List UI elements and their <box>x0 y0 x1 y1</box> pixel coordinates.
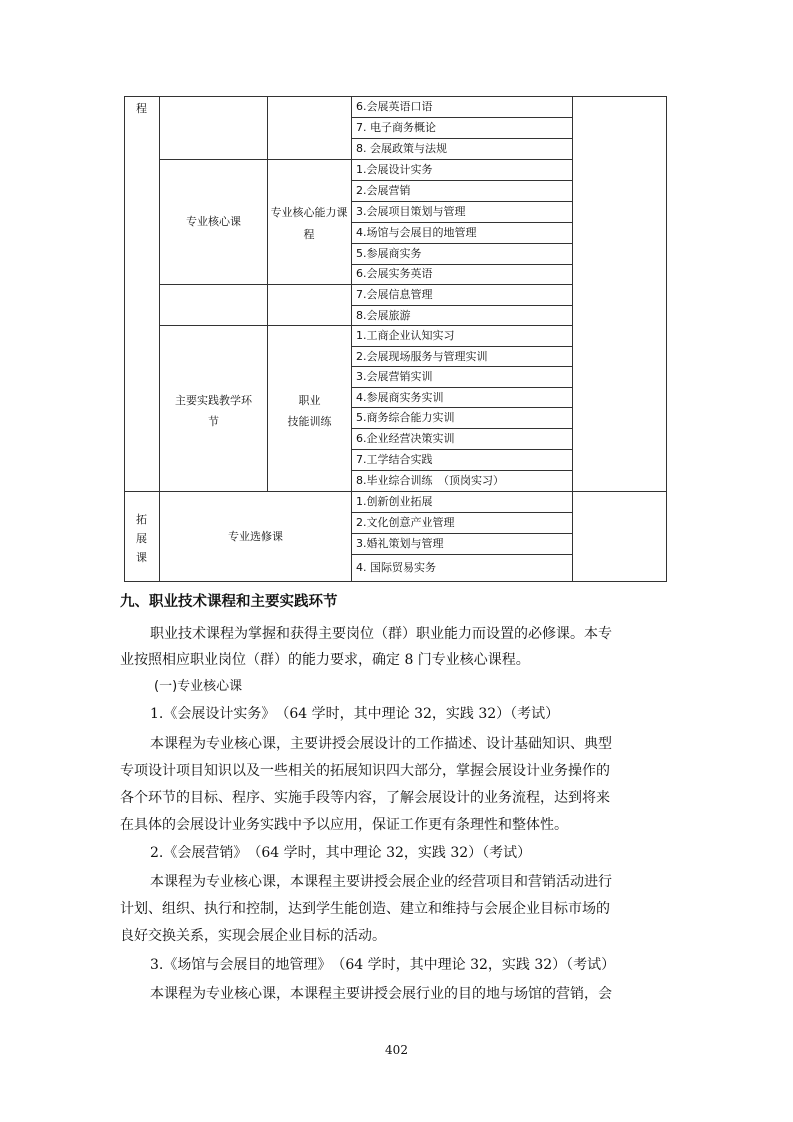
table-border-right <box>666 96 667 582</box>
page-number: 402 <box>385 1043 408 1057</box>
sub-heading: (一)专业核心课 <box>154 679 243 694</box>
course-item: 2.文化创意产业管理 <box>356 516 455 529</box>
course-item: 5.商务综合能力实训 <box>356 411 455 424</box>
row-line <box>351 512 573 513</box>
course-type-ext-char: 展 <box>136 532 147 545</box>
course-item: 8.会展旅游 <box>356 309 411 322</box>
row-line <box>351 387 573 388</box>
row-line <box>351 243 573 244</box>
group-line <box>159 325 573 326</box>
course-desc-line: 本课程为专业核心课，本课程主要讲授会展行业的目的地与场馆的营销，会 <box>150 986 612 1002</box>
core-sub-label-line: 程 <box>303 228 315 241</box>
course-item: 7. 电子商务概论 <box>356 121 436 134</box>
course-item: 3.会展项目策划与管理 <box>356 205 466 218</box>
course-item: 1.会展设计实务 <box>356 163 433 176</box>
curriculum-table <box>124 96 667 582</box>
table-border-top <box>124 96 667 97</box>
row-line <box>351 180 573 181</box>
course-item: 4.场馆与会展目的地管理 <box>356 226 477 239</box>
course-desc-line: 专项设计项目知识以及一些相关的拓展知识四大部分，掌握会展设计业务操作的 <box>120 763 610 779</box>
course-item: 8.毕业综合训练 （顶岗实习） <box>356 474 504 487</box>
course-item: 6.会展实务英语 <box>356 267 433 280</box>
col-divider-3 <box>351 96 352 582</box>
row-line <box>351 449 573 450</box>
course-item: 4. 国际贸易实务 <box>356 561 436 574</box>
intro-line: 业按照相应职业岗位（群）的能力要求，确定 8 门专业核心课程。 <box>120 652 530 668</box>
row-line <box>351 222 573 223</box>
course-desc-line: 各个环节的目标、程序、实施手段等内容，了解会展设计的业务流程，达到将来 <box>120 790 610 806</box>
table-border-left <box>124 96 125 582</box>
course-item: 5.参展商实务 <box>356 247 422 260</box>
row-line <box>351 117 573 118</box>
course-item: 2.会展现场服务与管理实训 <box>356 350 488 363</box>
section-line <box>124 491 667 492</box>
course-item: 2.会展营销 <box>356 184 411 197</box>
course-type-cont-label: 程 <box>136 102 147 115</box>
row-line <box>351 346 573 347</box>
row-line <box>351 264 573 265</box>
course-item: 6.企业经营决策实训 <box>356 432 455 445</box>
practice-sub-label-line: 职业 <box>298 394 321 407</box>
row-line <box>351 366 573 367</box>
course-title: 2.《会展营销》 （64 学时，其中理论 32，实践 32）（考试） <box>150 845 532 861</box>
table-border-bottom <box>124 581 667 582</box>
row-line <box>351 554 573 555</box>
course-type-ext-char: 课 <box>136 551 147 564</box>
core-sub-label-line: 专业核心能力课 <box>270 206 348 219</box>
course-item: 1.工商企业认知实习 <box>356 329 455 342</box>
course-item: 4.参展商实务实训 <box>356 391 444 404</box>
course-desc-line: 良好交换关系，实现会展企业目标的活动。 <box>120 928 386 944</box>
course-desc-line: 本课程为专业核心课，本课程主要讲授会展企业的经营项目和营销活动进行 <box>150 874 612 890</box>
course-title: 1.《会展设计实务》 （64 学时，其中理论 32，实践 32）（考试） <box>150 706 560 722</box>
row-line <box>351 138 573 139</box>
course-item: 3.会展营销实训 <box>356 370 433 383</box>
course-item: 1.创新创业拓展 <box>356 495 433 508</box>
elective-course-label: 专业选修课 <box>228 530 283 543</box>
row-line <box>351 470 573 471</box>
row-line <box>351 305 573 306</box>
row-line <box>351 201 573 202</box>
course-desc-line: 计划、组织、执行和控制，达到学生能创造、建立和维持与会展企业目标市场的 <box>120 901 610 917</box>
course-item: 3.婚礼策划与管理 <box>356 537 444 550</box>
row-line <box>351 533 573 534</box>
section-heading: 九、职业技术课程和主要实践环节 <box>120 594 338 610</box>
group-line <box>159 159 573 160</box>
row-line <box>351 407 573 408</box>
col-divider-4 <box>572 96 573 582</box>
col-divider-2 <box>267 96 268 491</box>
group-line <box>159 284 573 285</box>
practice-sub-label-line: 技能训练 <box>287 415 332 428</box>
course-item: 7.工学结合实践 <box>356 453 433 466</box>
col-divider-1 <box>159 96 160 582</box>
course-title: 3.《场馆与会展目的地管理》 （64 学时，其中理论 32，实践 32）（考试） <box>150 957 616 973</box>
course-item: 6.会展英语口语 <box>356 100 433 113</box>
course-desc-line: 在具体的会展设计业务实践中予以应用，保证工作更有条理性和整体性。 <box>120 817 568 833</box>
course-desc-line: 本课程为专业核心课，主要讲授会展设计的工作描述、设计基础知识、典型 <box>150 736 612 752</box>
course-item: 8. 会展政策与法规 <box>356 142 447 155</box>
practice-label-line: 主要实践教学环 <box>175 394 252 407</box>
course-item: 7.会展信息管理 <box>356 288 433 301</box>
practice-label-line: 节 <box>208 415 219 428</box>
intro-line: 职业技术课程为掌握和获得主要岗位（群）职业能力而设置的必修课。本专 <box>150 626 612 642</box>
course-type-ext-char: 拓 <box>136 513 147 526</box>
core-course-label: 专业核心课 <box>186 215 241 228</box>
row-line <box>351 428 573 429</box>
